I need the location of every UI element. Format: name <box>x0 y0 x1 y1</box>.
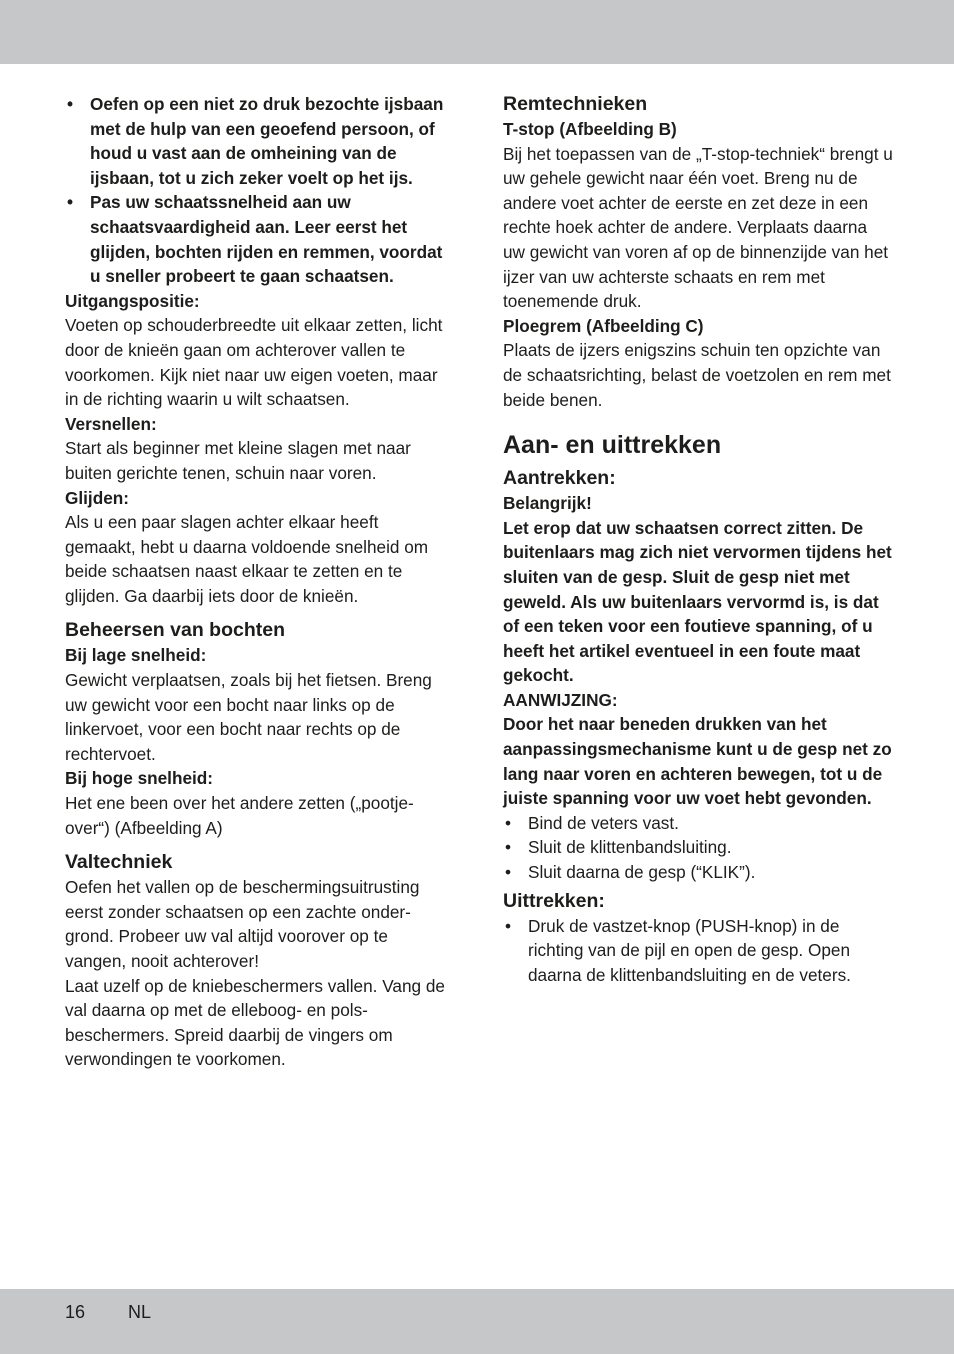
left-column <box>65 92 450 1072</box>
paragraph: Het ene been over het andere zetten („pootje-over“) (Afbeelding A) <box>65 793 414 838</box>
important-text: Let erop dat uw schaatsen correct zitten. De buitenlaars mag zich niet vervormen tijdens het sluiten van de gesp. Sluit de gesp niet met geweld. Als uw buitenlaars vervormd is, is dat of een teken voor een foutieve spanning, of u heeft het artikel eventueel in een foute maat gekocht. <box>503 517 892 686</box>
section-heading: Uittrekken: <box>503 889 605 912</box>
section-subheading: Uitgangspositie: <box>65 290 200 311</box>
safety-bullet-list <box>65 92 450 289</box>
chapter-heading: Aan- en uittrekken <box>503 431 722 460</box>
list-item: • Bind de veters vast. <box>503 811 893 836</box>
paragraph: Laat uzelf op de kniebeschermers vallen. Vang de val daarna op met de elleboog- en polsbeschermers. Spreid daarbij de vingers om verwondingen te voorkomen. <box>65 975 445 1070</box>
list-item: • Oefen op een niet zo druk bezochte ijsbaan met de hulp van een geoefend persoon, of houd u vast aan de omheining van de ijsbaan, tot u zich zeker voelt op het ijs. <box>65 92 450 190</box>
list-item: • Sluit de klittenbandsluiting. <box>503 835 893 860</box>
list-item: • Sluit daarna de gesp (“KLIK”). <box>503 860 893 885</box>
right-column <box>503 92 893 987</box>
paragraph: Als u een paar slagen achter elkaar heeft gemaakt, hebt u daarna voldoende snelheid om beide schaatsen naast elkaar te zetten en te glijden. Ga daarbij iets door de knieën. <box>65 512 429 606</box>
section-subheading: Ploegrem (Afbeelding C) <box>503 315 704 336</box>
paragraph: Voeten op schouderbreedte uit elkaar zetten, licht door de knieën gaan om achterover vallen te voorkomen. Kijk niet naar uw eigen voeten, maar in de richting waarin u wilt schaatsen. <box>65 315 443 410</box>
paragraph: Gewicht verplaatsen, zoals bij het fietsen. Breng uw gewicht voor een bocht naar links op de linkervoet, voor een bocht naar rechts op de rechtervoet. <box>65 670 432 764</box>
paragraph: Oefen het vallen op de beschermingsuitrusting eerst zonder schaatsen op een zachte ondergrond. Probeer uw val altijd voorover op te vangen, nooit achterover! <box>65 877 420 971</box>
section-subheading: Bij hoge snelheid: <box>65 768 214 789</box>
important-label: Belangrijk! <box>503 493 592 514</box>
note-label: AANWIJZING: <box>503 689 618 710</box>
section-subheading: Glijden: <box>65 487 129 508</box>
section-heading: Aantrekken: <box>503 467 616 490</box>
language-code: NL <box>128 1302 152 1322</box>
section-subheading: Versnellen: <box>65 413 157 434</box>
paragraph: Start als beginner met kleine slagen met naar buiten gerichte tenen, schuin naar voren. <box>65 438 411 483</box>
header-bar <box>0 0 954 64</box>
section-subheading: Bij lage snelheid: <box>65 645 207 666</box>
section-heading: Valtechniek <box>65 851 173 874</box>
page-number: 16 <box>65 1302 86 1322</box>
note-text: Door het naar beneden drukken van het aanpassingsmechanisme kunt u de gesp net zo lang naar voren en achteren bewegen, tot u de juiste spanning voor uw voet hebt gevonden. <box>503 714 892 809</box>
list-item: • Pas uw schaatssnelheid aan uw schaatsvaardigheid aan. Leer eerst het glijden, bochten rijden en remmen, voordat u sneller probeert te gaan schaatsen. <box>65 190 450 288</box>
section-heading: Remtechnieken <box>503 93 648 115</box>
paragraph: Bij het toepassen van de „T-stop-techniek“ brengt u uw gehele gewicht naar één voet. Breng nu de andere voet achter de eerste en zet deze in een rechte hoek achter de andere. Verplaats daarna uw gewicht van voren af op de binnenzijde van het ijzer van uw achterste schaats en rem met toenemende druk. <box>503 143 893 312</box>
section-subheading: T-stop (Afbeelding B) <box>503 119 677 139</box>
paragraph: Plaats de ijzers enigszins schuin ten opzichte van de schaatsrichting, belast de voetzolen en rem met beide benen. <box>503 340 891 410</box>
list-item: • Druk de vastzet-knop (PUSH-knop) in de richting van de pijl en open de gesp. Open daarna de klittenbandsluiting en de veters. <box>503 914 893 988</box>
put-on-steps-list <box>503 811 893 885</box>
take-off-steps-list <box>503 914 893 988</box>
section-heading: Beheersen van bochten <box>65 619 285 642</box>
